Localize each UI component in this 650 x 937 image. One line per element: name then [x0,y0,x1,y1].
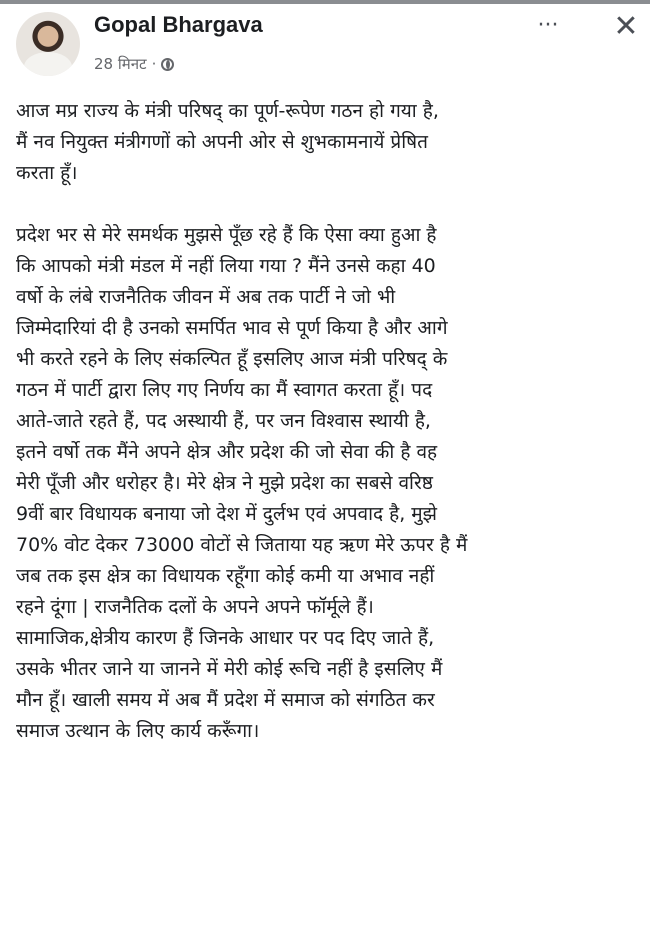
post-meta [94,54,174,74]
post-text-line: 9वीं बार विधायक बनाया जो देश में दुर्लभ एवं अपवाद है, मुझे [16,503,438,525]
post-text-line: मौन हूँ। खाली समय में अब मैं प्रदेश में समाज को संगठित कर [16,689,435,711]
post-paragraph-2 [16,220,640,747]
post-text-line: गठन में पार्टी द्वारा लिए गए निर्णय का मैं स्वागत करता हूँ। पद [16,379,433,401]
post-text-line: रहने दूंगा | राजनैतिक दलों के अपने अपने फॉर्मूले हैं। [16,596,374,618]
post-text-line: प्रदेश भर से मेरे समर्थक मुझसे पूँछ रहे हैं कि ऐसा क्या हुआ है [16,224,437,246]
post-header [0,4,650,80]
meta-separator: · [151,55,157,73]
post-text-line: 70% वोट देकर 73000 वोटों से जिताया यह ऋण मेरे ऊपर है मैं [16,534,468,556]
author-name[interactable]: Gopal Bhargava [94,12,263,37]
post-body [16,96,640,747]
avatar-shirt [24,52,72,76]
more-options-button[interactable]: ··· [537,13,559,38]
post-text-line: जब तक इस क्षेत्र का विधायक रहूँगा कोई कमी या अभाव नहीं [16,565,435,587]
post-text-line: सामाजिक,क्षेत्रीय कारण हैं जिनके आधार पर पद दिए जाते हैं, [16,627,435,649]
post-paragraph-1 [16,96,640,189]
post-time[interactable]: 28 मिनट [94,55,147,73]
post-text-line: वर्षो के लंबे राजनैतिक जीवन में अब तक पार्टी ने जो भी [16,286,396,308]
globe-icon[interactable] [161,58,174,71]
paragraph-gap [16,189,640,220]
post-text-line: कि आपको मंत्री मंडल में नहीं लिया गया ? मैंने उनसे कहा 40 [16,255,436,277]
post-text-line: मैं नव नियुक्त मंत्रीगणों को अपनी ओर से शुभकामनायें प्रेषित [16,131,428,153]
close-button[interactable]: ✕ [613,9,639,44]
post-text-line: समाज उत्थान के लिए कार्य करूँगा। [16,720,260,742]
post-text-line: मेरी पूँजी और धरोहर है। मेरे क्षेत्र ने मुझे प्रदेश का सबसे वरिष्ठ [16,472,433,494]
post-text-line: करता हूँ। [16,162,78,184]
avatar[interactable] [16,12,80,76]
post-text-line: आज मप्र राज्य के मंत्री परिषद् का पूर्ण-रूपेण गठन हो गया है, [16,100,439,122]
post-text-line: उसके भीतर जाने या जानने में मेरी कोई रूचि नहीं है इसलिए मैं [16,658,443,680]
post-text-line: आते-जाते रहते हैं, पद अस्थायी हैं, पर जन विश्वास स्थायी है, [16,410,431,432]
post-text-line: इतने वर्षो तक मैंने अपने क्षेत्र और प्रदेश की जो सेवा की है वह [16,441,438,463]
post-text-line: भी करते रहने के लिए संकल्पित हूँ इसलिए आज मंत्री परिषद् के [16,348,448,370]
post-text-line: जिम्मेदारियां दी है उनको समर्पित भाव से पूर्ण किया है और आगे [16,317,448,339]
